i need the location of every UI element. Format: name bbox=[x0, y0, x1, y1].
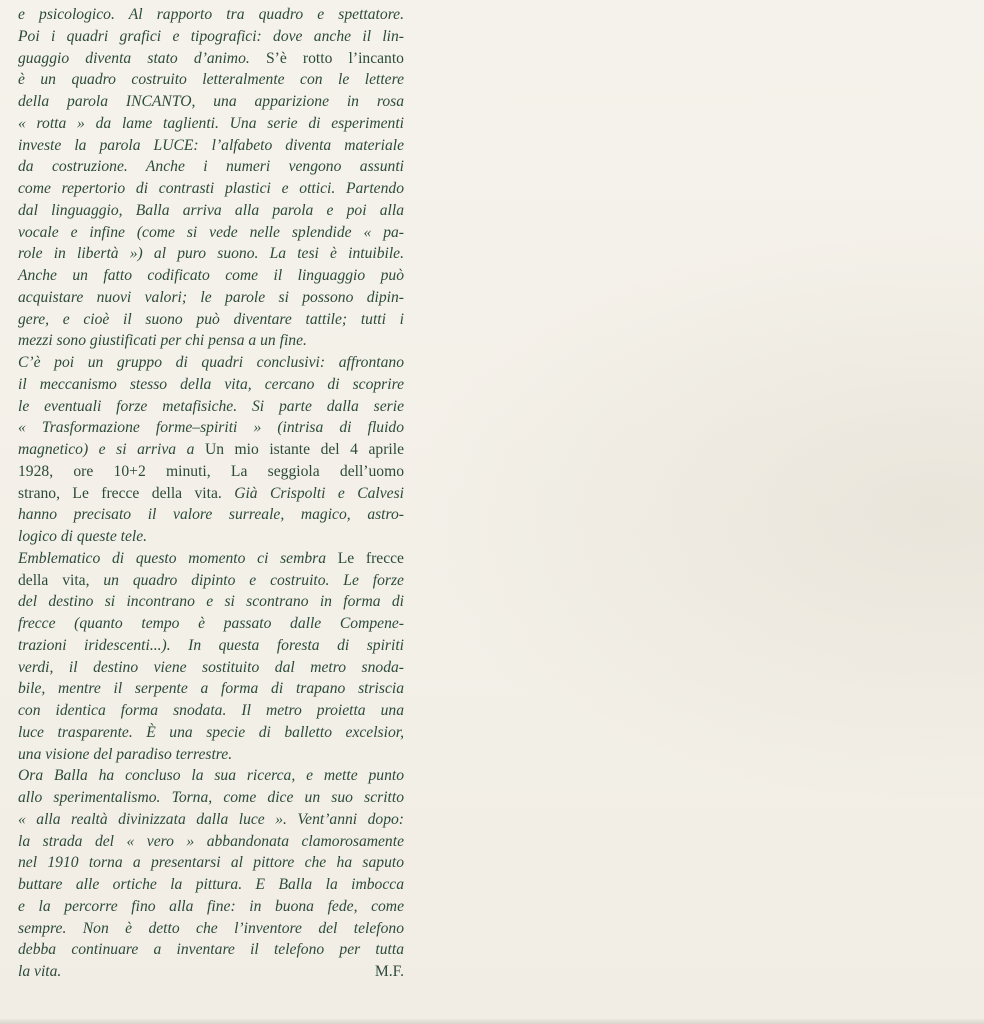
italic-text-segment: del destino si incontrano e si scontrano in forma di bbox=[18, 593, 404, 611]
italic-text-segment: Ora Balla ha concluso la sua ricerca, e mette punto bbox=[18, 767, 404, 785]
text-line bbox=[18, 918, 404, 940]
italic-text-segment: vocale e infine (come si vede nelle splendide « pa- bbox=[18, 223, 404, 241]
text-line bbox=[18, 243, 404, 265]
italic-text-segment: « Trasformazione forme–spiriti » (intrisa di fluido bbox=[18, 419, 404, 437]
italic-text-segment: nel 1910 torna a presentarsi al pittore che ha saputo bbox=[18, 854, 404, 872]
italic-text-segment: luce trasparente. È una specie di balletto excelsior, bbox=[18, 723, 404, 741]
italic-text-segment: il meccanismo stesso della vita, cercano di scoprire bbox=[18, 375, 404, 393]
italic-text-segment: buttare alle ortiche la pittura. E Balla la imbocca bbox=[18, 876, 404, 893]
italic-text-segment: logico di queste tele. bbox=[18, 528, 148, 545]
italic-text-segment: della parola INCANTO, una apparizione in rosa bbox=[18, 93, 404, 110]
italic-text-segment: debba continuare a inventare il telefono per tutta bbox=[18, 941, 404, 959]
closing-line bbox=[18, 961, 404, 983]
italic-text-segment: guaggio diventa stato d’animo. bbox=[18, 49, 266, 67]
text-column bbox=[18, 4, 404, 983]
italic-text-segment: Già Crispolti e Calvesi bbox=[234, 484, 404, 502]
text-line bbox=[18, 765, 404, 787]
text-line bbox=[18, 178, 404, 200]
roman-text-segment: Le frecce bbox=[337, 549, 404, 567]
text-line bbox=[18, 69, 404, 91]
italic-text-segment: « alla realtà divinizzata dalla luce ». Vent’anni dopo: bbox=[18, 810, 404, 828]
text-line bbox=[18, 200, 404, 222]
text-line bbox=[18, 287, 404, 309]
italic-text-segment: Anche un fatto codificato come il linguaggio può bbox=[18, 267, 404, 284]
italic-text-segment: una visione del paradiso terrestre. bbox=[18, 745, 233, 763]
italic-text-segment: la strada del « vero » abbandonata clamorosamente bbox=[18, 832, 404, 850]
text-line bbox=[18, 939, 404, 961]
text-line bbox=[18, 439, 404, 461]
text-line bbox=[18, 548, 404, 570]
text-line bbox=[18, 831, 404, 853]
text-line bbox=[18, 113, 404, 135]
italic-text-segment: Emblematico di questo momento ci sembra bbox=[18, 549, 338, 567]
italic-text-segment: bile, mentre il serpente a forma di trapano striscia bbox=[18, 680, 404, 698]
roman-text-segment: 1928, ore 10+2 minuti, La seggiola dell’uomo bbox=[18, 462, 404, 480]
italic-text-segment: e psicologico. Al rapporto tra quadro e spettatore. bbox=[18, 6, 404, 23]
text-line bbox=[18, 570, 404, 592]
text-line bbox=[18, 874, 404, 896]
italic-text-segment: verdi, il destino viene sostituito dal metro snoda- bbox=[18, 658, 404, 676]
text-line bbox=[18, 265, 404, 287]
closing-text: la vita. bbox=[18, 963, 62, 980]
italic-text-segment: sempre. Non è detto che l’inventore del telefono bbox=[18, 919, 404, 937]
text-line bbox=[18, 461, 404, 483]
italic-text-segment: mezzi sono giustificati per chi pensa a un fine. bbox=[18, 332, 307, 350]
author-signature: M.F. bbox=[374, 963, 404, 980]
text-line bbox=[18, 222, 404, 244]
text-line bbox=[18, 613, 404, 635]
italic-text-segment: come repertorio di contrasti plastici e ottici. Partendo bbox=[18, 180, 404, 197]
text-line bbox=[18, 135, 404, 157]
italic-text-segment: con identica forma snodata. Il metro proietta una bbox=[18, 702, 404, 719]
text-line bbox=[18, 657, 404, 679]
italic-text-segment: allo sperimentalismo. Torna, come dice un suo scritto bbox=[18, 789, 404, 806]
text-line bbox=[18, 700, 404, 722]
italic-text-segment: è un quadro costruito letteralmente con le lettere bbox=[18, 71, 404, 89]
italic-text-segment: gere, e cioè il suono può diventare tattile; tutti i bbox=[18, 310, 404, 328]
text-line bbox=[18, 483, 404, 505]
italic-text-segment: role in libertà ») al puro suono. La tesi è intuibile. bbox=[18, 245, 404, 263]
text-line bbox=[18, 787, 404, 809]
text-line bbox=[18, 896, 404, 918]
italic-text-segment: dal linguaggio, Balla arriva alla parola e poi alla bbox=[18, 201, 404, 219]
italic-text-segment: le eventuali forze metafisiche. Si parte dalla serie bbox=[18, 397, 404, 415]
italic-text-segment: Poi i quadri grafici e tipografici: dove anche il lin- bbox=[18, 27, 404, 45]
italic-text-segment: trazioni iridescenti...). In questa foresta di spiriti bbox=[18, 636, 404, 654]
text-line bbox=[18, 722, 404, 744]
italic-text-segment: acquistare nuovi valori; le parole si possono dipin- bbox=[18, 288, 404, 306]
italic-text-segment: C’è poi un gruppo di quadri conclusivi: affrontano bbox=[18, 354, 404, 371]
text-line bbox=[18, 48, 404, 70]
italic-text-segment: e la percorre fino alla fine: in buona fede, come bbox=[18, 897, 404, 915]
text-line bbox=[18, 330, 404, 352]
italic-text-segment: « rotta » da lame taglienti. Una serie di esperimenti bbox=[18, 114, 404, 132]
text-line bbox=[18, 396, 404, 418]
italic-text-segment: da costruzione. Anche i numeri vengono assunti bbox=[18, 158, 404, 176]
text-line bbox=[18, 526, 404, 548]
roman-text-segment: Un mio istante del 4 aprile bbox=[204, 441, 405, 458]
text-line bbox=[18, 635, 404, 657]
text-line bbox=[18, 352, 404, 374]
text-line bbox=[18, 309, 404, 331]
text-line bbox=[18, 809, 404, 831]
text-line bbox=[18, 91, 404, 113]
italic-text-segment: un quadro dipinto e costruito. Le forze bbox=[103, 571, 404, 589]
text-line bbox=[18, 852, 404, 874]
italic-text-segment: magnetico) e si arriva a bbox=[18, 441, 205, 458]
text-line bbox=[18, 504, 404, 526]
text-line bbox=[18, 26, 404, 48]
text-line bbox=[18, 417, 404, 439]
roman-text-segment: strano, Le frecce della vita. bbox=[18, 484, 235, 502]
roman-text-segment: S’è rotto l’incanto bbox=[265, 49, 404, 67]
text-line bbox=[18, 156, 404, 178]
text-line bbox=[18, 591, 404, 613]
text-line bbox=[18, 744, 404, 766]
text-line bbox=[18, 4, 404, 26]
text-line bbox=[18, 678, 404, 700]
italic-text-segment: investe la parola LUCE: l’alfabeto diventa materiale bbox=[18, 136, 404, 154]
text-line bbox=[18, 374, 404, 396]
italic-text-segment: frecce (quanto tempo è passato dalle Compene- bbox=[18, 615, 404, 632]
italic-text-segment: hanno precisato il valore surreale, magico, astro- bbox=[18, 506, 404, 524]
roman-text-segment: della vita, bbox=[18, 571, 104, 589]
